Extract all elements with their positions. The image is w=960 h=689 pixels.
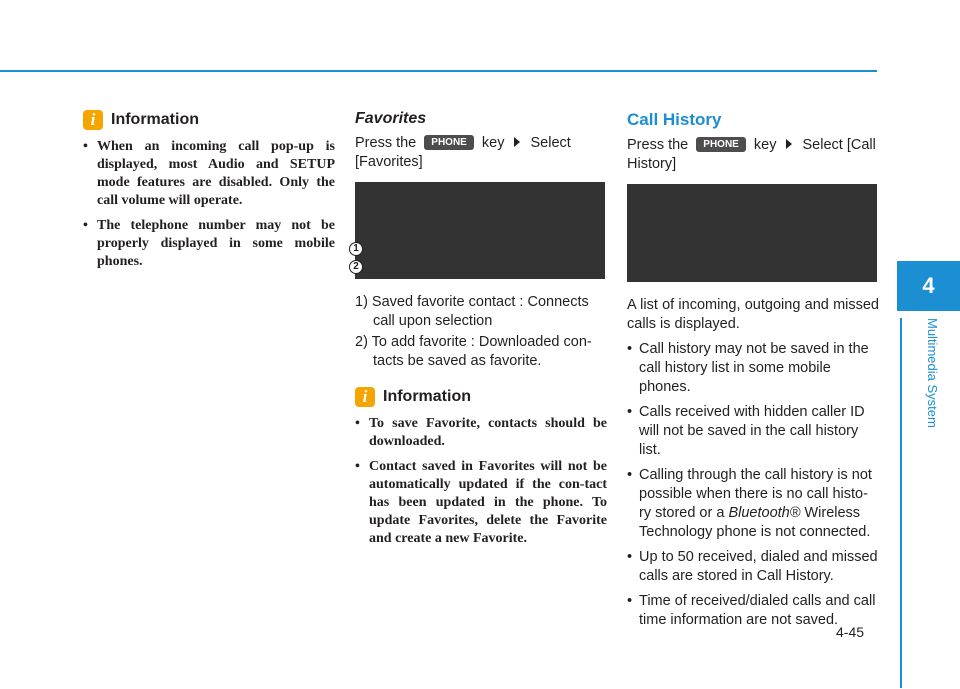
legend-item: 2) To add favorite : Downloaded con-tacts be saved as favorite. [355, 334, 592, 369]
note-item: • Time of received/dialed calls and call time information are not saved. [627, 592, 879, 630]
key-text: key [481, 135, 505, 151]
info-icon: i [355, 387, 375, 407]
info-title: Information [111, 111, 199, 128]
note-item: • Up to 50 received, dialed and missed calls are stored in Call History. [627, 548, 879, 586]
call-history-notes [627, 340, 879, 630]
chapter-label: Multimedia System [925, 318, 940, 428]
column-call-history [627, 110, 879, 636]
legend-item: 1) Saved favorite contact : Connects call upon selection [355, 294, 589, 329]
info-heading [83, 110, 335, 130]
callout-2: 2 [349, 260, 363, 274]
info-heading [355, 387, 607, 407]
page-number: 4-45 [836, 624, 865, 640]
arrow-right-icon [786, 139, 792, 149]
note-item [627, 466, 879, 542]
note-text: Calling through the call history is not possible when there is no call histo-ry stored or a [639, 467, 872, 521]
callout-1: 1 [349, 242, 363, 256]
note-item: • Call history may not be saved in the call history list in some mobile phones. [627, 340, 879, 397]
call-history-instruction [627, 136, 879, 174]
favorites-instruction [355, 134, 607, 172]
info-title: Information [383, 388, 471, 405]
info-list [83, 138, 335, 271]
favorites-legend [355, 293, 607, 371]
press-text: Press the [627, 137, 689, 153]
call-history-intro: A list of incoming, outgoing and missed calls is displayed. [627, 297, 879, 332]
favorites-screen-image [355, 182, 605, 279]
press-text: Press the [355, 135, 417, 151]
favorites-title: Favorites [355, 110, 427, 127]
note-text: Wireless Technology phone is not connected. [639, 505, 871, 540]
info-list [355, 415, 607, 548]
select-text: Select [Call History] [627, 137, 876, 172]
chapter-tab: 4 [897, 261, 960, 311]
select-text: Select [Favorites] [355, 135, 571, 170]
info-bullet: • To save Favorite, contacts should be downloaded. [355, 415, 607, 451]
call-history-screen-image [627, 184, 877, 282]
column-favorites [355, 110, 607, 555]
phone-key-badge: PHONE [424, 135, 474, 150]
note-item: • Calls received with hidden caller ID will not be saved in the call history list. [627, 403, 879, 460]
side-rule [900, 318, 902, 688]
info-icon: i [83, 110, 103, 130]
info-bullet: • Contact saved in Favorites will not be automatically updated if the con-tact has been updated in the phone. To update Favorites, delete the Favorite and create a new Favorite. [355, 458, 607, 548]
key-text: key [753, 137, 777, 153]
info-bullet: • When an incoming call pop-up is displayed, most Audio and SETUP mode features are disabled. Only the call volume will operate. [83, 138, 335, 210]
phone-key-badge: PHONE [696, 137, 746, 152]
top-rule [0, 70, 877, 72]
column-information [83, 110, 335, 278]
info-bullet: • The telephone number may not be properly displayed in some mobile phones. [83, 217, 335, 271]
call-history-title: Call History [627, 110, 722, 129]
bluetooth-term: Bluetooth® [728, 505, 801, 521]
arrow-right-icon [514, 137, 520, 147]
